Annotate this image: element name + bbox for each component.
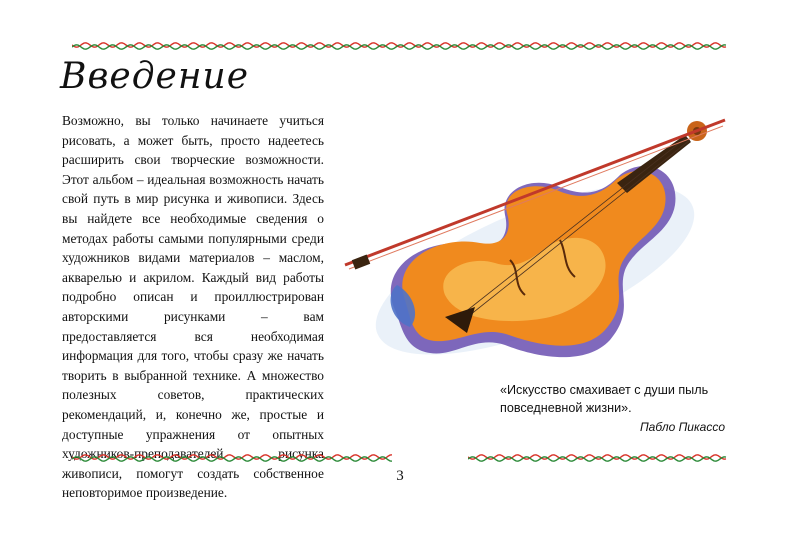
page-number: 3 [396,468,404,484]
quote-text: «Искусство смахивает с души пыль повседневной жизни». [500,383,709,415]
quote-author: Пабло Пикассо [639,420,725,434]
intro-paragraph: Возможно, вы только начинаете учиться рисовать, а может быть, просто надеетесь расширить свои творческие возможности. Этот альбом – идеальная возможность начать свой путь в мир рисунка и живописи. Здесь вы найдете все необходимые сведения о методах работы самыми популярными среди художников видами материалов – маслом, акварелью и акрилом. Каждый вид работы подробно описан и проиллюстрирован авторскими рисунками – вам предоставляется вся необходимая информация для того, чтобы сразу же начать творить в выбранной технике. А множество полезных советов, практических рекомендаций, и, конечно же, простые и доступные упражнения от опытных художников-преподавателей рисунка живописи, помогут создать собственное неповторимое произведение. [62,113,324,501]
bottom-wavy-divider-right [468,452,727,464]
page-title: Введение [60,56,250,97]
top-wavy-divider [72,40,727,52]
bow-frog [352,254,371,269]
bottom-wavy-divider-left [72,452,392,464]
violin-illustration [335,95,735,370]
